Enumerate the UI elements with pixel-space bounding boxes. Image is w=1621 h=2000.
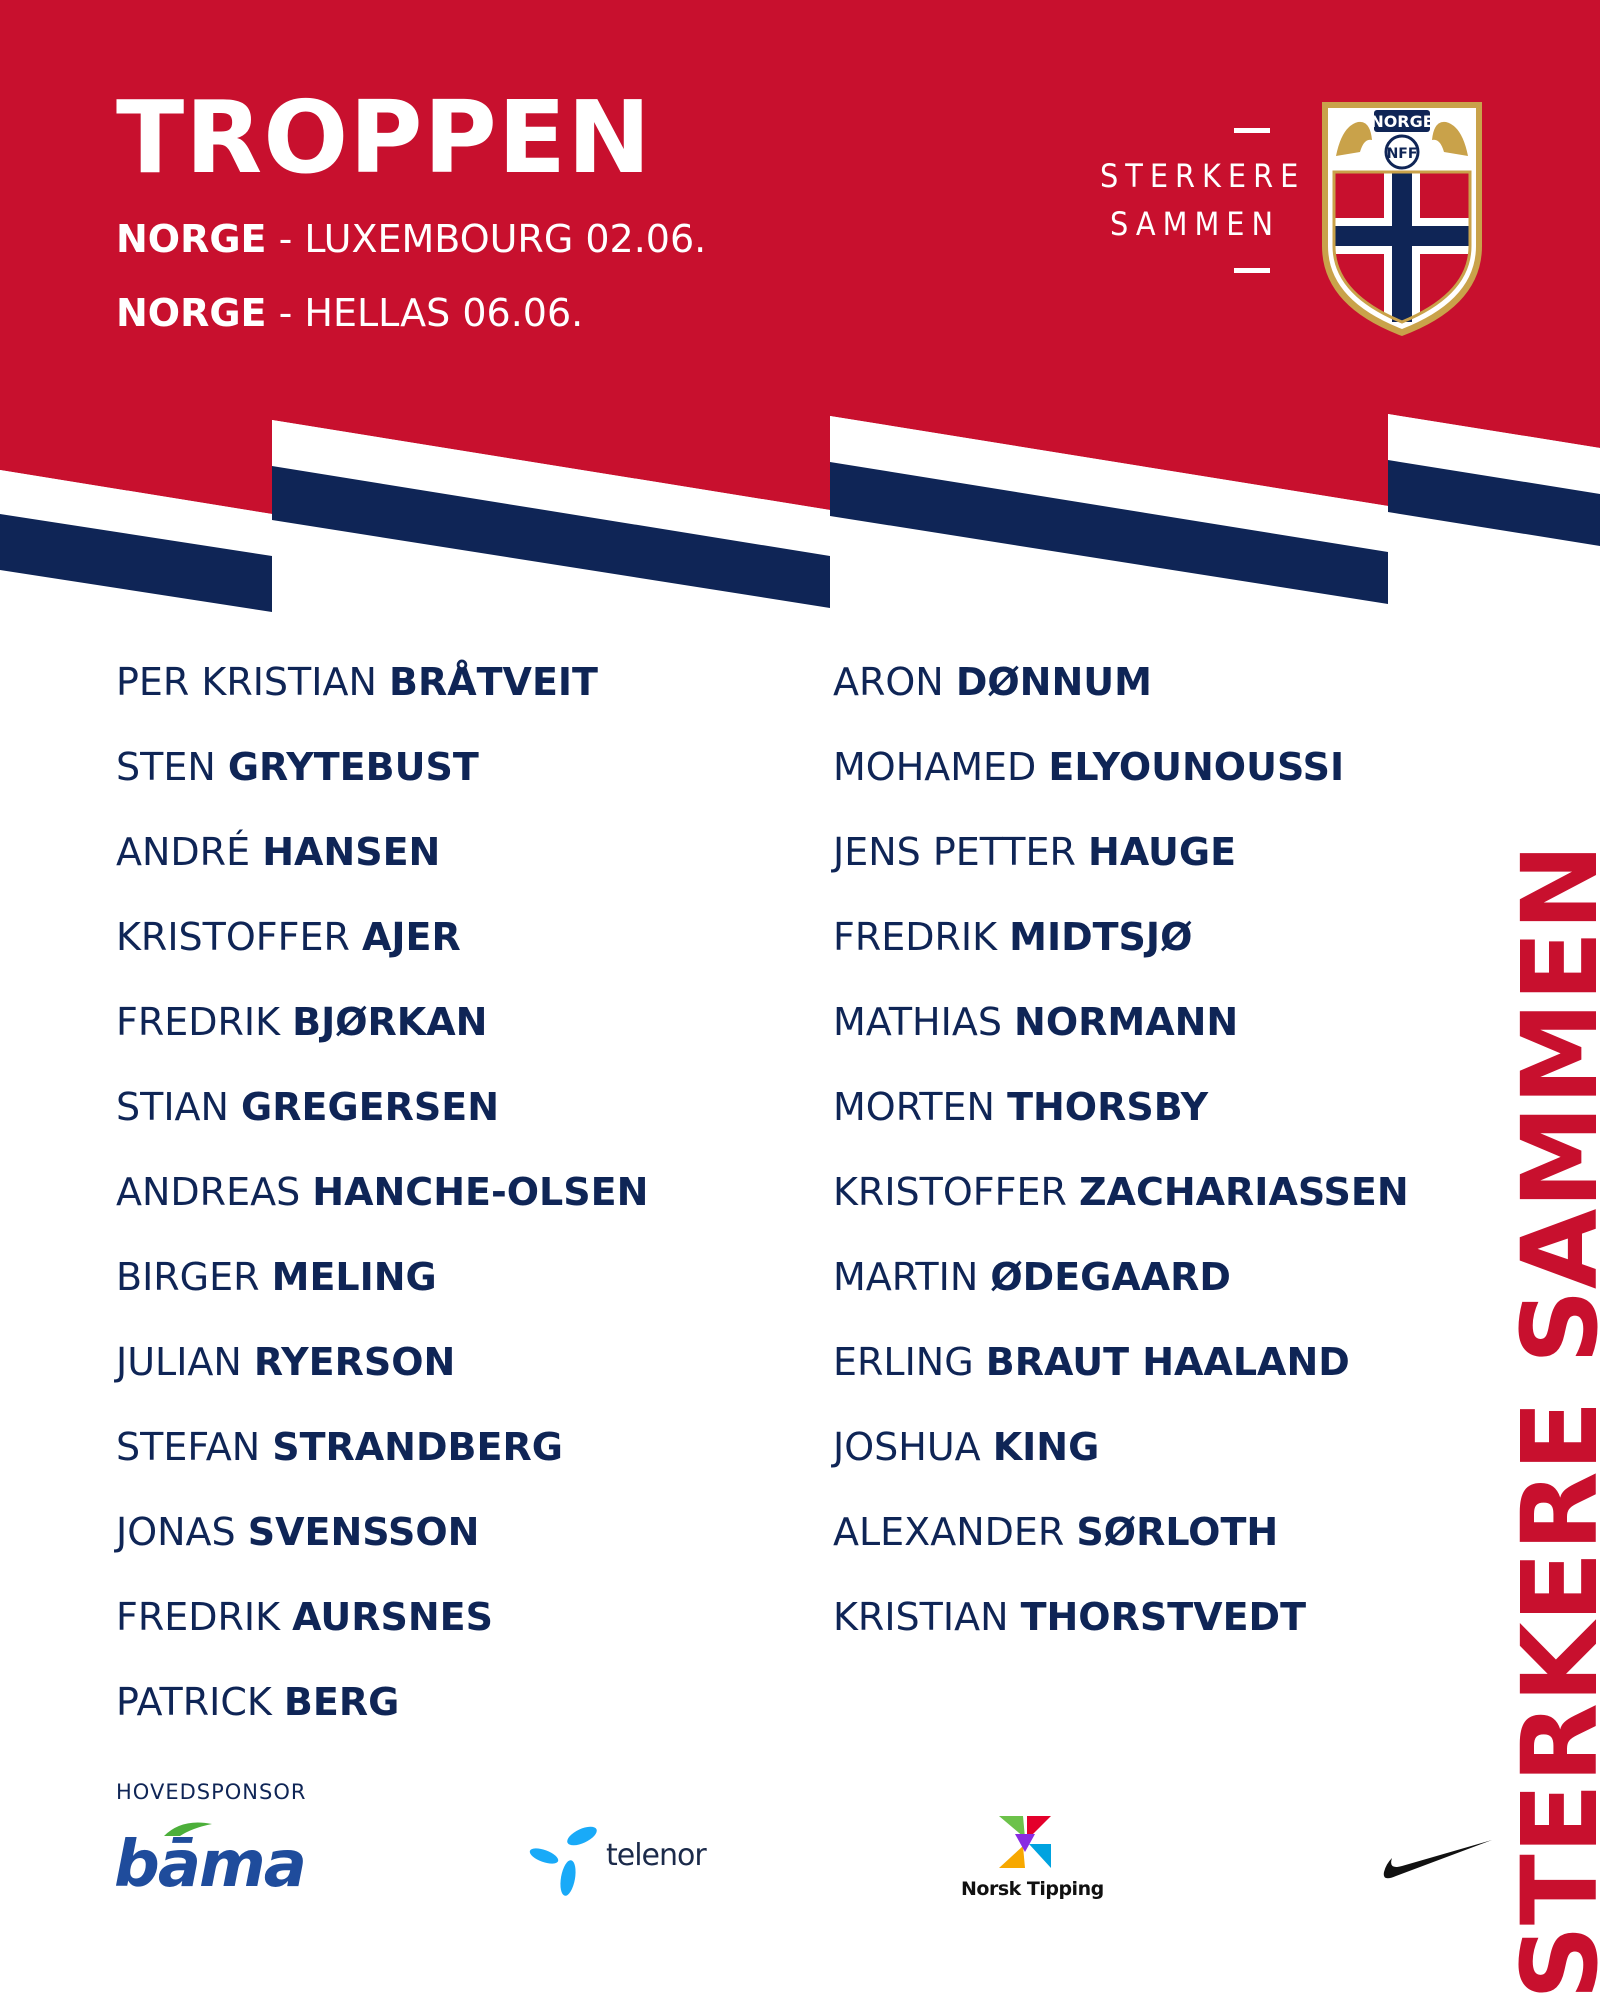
slogan-line-2: SAMMEN — [1110, 205, 1280, 243]
player-last-name: ELYOUNOUSSI — [1048, 745, 1345, 789]
match-2-home: NORGE — [116, 291, 267, 335]
player-last-name: BRÅTVEIT — [388, 660, 598, 704]
player-first-name: ARON — [833, 660, 956, 704]
player-last-name: RYERSON — [253, 1340, 456, 1384]
player-row — [833, 745, 1409, 830]
nff-crest-icon — [1316, 96, 1488, 340]
bama-text: bāma — [114, 1828, 305, 1902]
player-last-name: SVENSSON — [247, 1510, 480, 1554]
player-first-name: JOSHUA — [833, 1425, 993, 1469]
player-first-name: PER KRISTIAN — [116, 660, 389, 704]
player-row — [116, 1000, 648, 1085]
telenor-propeller-icon — [524, 1818, 604, 1898]
player-first-name: STEFAN — [116, 1425, 273, 1469]
slogan — [1100, 152, 1306, 248]
player-last-name: STRANDBERG — [272, 1425, 563, 1469]
match-1-detail: - LUXEMBOURG 02.06. — [266, 217, 707, 261]
match-2 — [116, 291, 584, 335]
player-row — [833, 1340, 1409, 1425]
player-first-name: KRISTIAN — [833, 1595, 1021, 1639]
player-row — [833, 1510, 1409, 1595]
players-left-column — [116, 660, 648, 1765]
player-last-name: HANSEN — [262, 830, 441, 874]
player-first-name: JULIAN — [116, 1340, 254, 1384]
player-row — [116, 1085, 648, 1170]
players-right-column — [833, 660, 1409, 1680]
player-row — [833, 1000, 1409, 1085]
crest-monogram: NFF — [1386, 146, 1418, 162]
player-row — [116, 1425, 648, 1510]
player-first-name: ALEXANDER — [833, 1510, 1077, 1554]
player-row — [116, 1510, 648, 1595]
player-first-name: FREDRIK — [116, 1595, 293, 1639]
crest-text: NORGE — [1370, 112, 1434, 131]
player-last-name: NORMANN — [1014, 1000, 1239, 1044]
player-last-name: ØDEGAARD — [990, 1255, 1231, 1299]
player-last-name: THORSBY — [1007, 1085, 1209, 1129]
player-first-name: STIAN — [116, 1085, 242, 1129]
player-row — [116, 1255, 648, 1340]
player-row — [833, 1255, 1409, 1340]
page-title: TROPPEN — [116, 79, 652, 196]
player-row — [833, 915, 1409, 1000]
sponsor-label: HOVEDSPONSOR — [116, 1780, 307, 1804]
player-row — [116, 915, 648, 1000]
match-1 — [116, 217, 707, 261]
player-first-name: PATRICK — [116, 1680, 284, 1724]
norsk-tipping-text: Norsk Tipping — [961, 1878, 1104, 1900]
player-last-name: DØNNUM — [955, 660, 1152, 704]
player-row — [116, 1340, 648, 1425]
player-row — [116, 660, 648, 745]
player-first-name: MARTIN — [833, 1255, 991, 1299]
telenor-text: telenor — [606, 1838, 706, 1873]
player-last-name: KING — [992, 1425, 1100, 1469]
player-first-name: STEN — [116, 745, 228, 789]
player-row — [116, 1170, 648, 1255]
player-first-name: FREDRIK — [116, 1000, 293, 1044]
player-row — [116, 1680, 648, 1765]
player-last-name: HANCHE-OLSEN — [312, 1170, 649, 1214]
vertical-slogan: STERKERE SAMMEN — [1499, 843, 1621, 2000]
player-row — [833, 1425, 1409, 1510]
player-first-name: MATHIAS — [833, 1000, 1015, 1044]
player-last-name: AURSNES — [292, 1595, 493, 1639]
bama-logo — [114, 1820, 305, 1902]
player-row — [833, 1595, 1409, 1680]
norsk-tipping-logo — [955, 1808, 1104, 1908]
player-first-name: MORTEN — [833, 1085, 1008, 1129]
player-last-name: BJØRKAN — [292, 1000, 488, 1044]
player-last-name: AJER — [361, 915, 461, 959]
player-last-name: BRAUT HAALAND — [985, 1340, 1350, 1384]
swoosh-icon — [1382, 1836, 1494, 1880]
player-last-name: THORSTVEDT — [1020, 1595, 1306, 1639]
telenor-logo — [524, 1818, 704, 1898]
player-last-name: MELING — [271, 1255, 437, 1299]
player-row — [116, 1595, 648, 1680]
player-first-name: ANDRÉ — [116, 830, 263, 874]
player-row — [833, 1085, 1409, 1170]
player-last-name: BERG — [283, 1680, 400, 1724]
player-first-name: FREDRIK — [833, 915, 1010, 959]
player-first-name: KRISTOFFER — [116, 915, 362, 959]
player-last-name: ZACHARIASSEN — [1078, 1170, 1409, 1214]
slogan-bar-bottom — [1234, 268, 1270, 273]
player-first-name: BIRGER — [116, 1255, 272, 1299]
player-row — [116, 830, 648, 915]
player-first-name: ERLING — [833, 1340, 986, 1384]
player-first-name: MOHAMED — [833, 745, 1049, 789]
player-first-name: KRISTOFFER — [833, 1170, 1079, 1214]
match-2-detail: - HELLAS 06.06. — [266, 291, 584, 335]
player-first-name: JONAS — [116, 1510, 248, 1554]
player-row — [116, 745, 648, 830]
slogan-bar-top — [1234, 128, 1270, 133]
player-row — [833, 830, 1409, 915]
player-last-name: SØRLOTH — [1076, 1510, 1279, 1554]
norsk-tipping-x-icon — [995, 1812, 1055, 1872]
player-row — [833, 1170, 1409, 1255]
player-first-name: ANDREAS — [116, 1170, 313, 1214]
slogan-line-1: STERKERE — [1100, 157, 1306, 195]
match-1-home: NORGE — [116, 217, 267, 261]
player-last-name: MIDTSJØ — [1009, 915, 1193, 959]
player-last-name: HAUGE — [1088, 830, 1237, 874]
player-last-name: GRYTEBUST — [227, 745, 479, 789]
player-first-name: JENS PETTER — [833, 830, 1089, 874]
player-row — [833, 660, 1409, 745]
player-last-name: GREGERSEN — [241, 1085, 499, 1129]
